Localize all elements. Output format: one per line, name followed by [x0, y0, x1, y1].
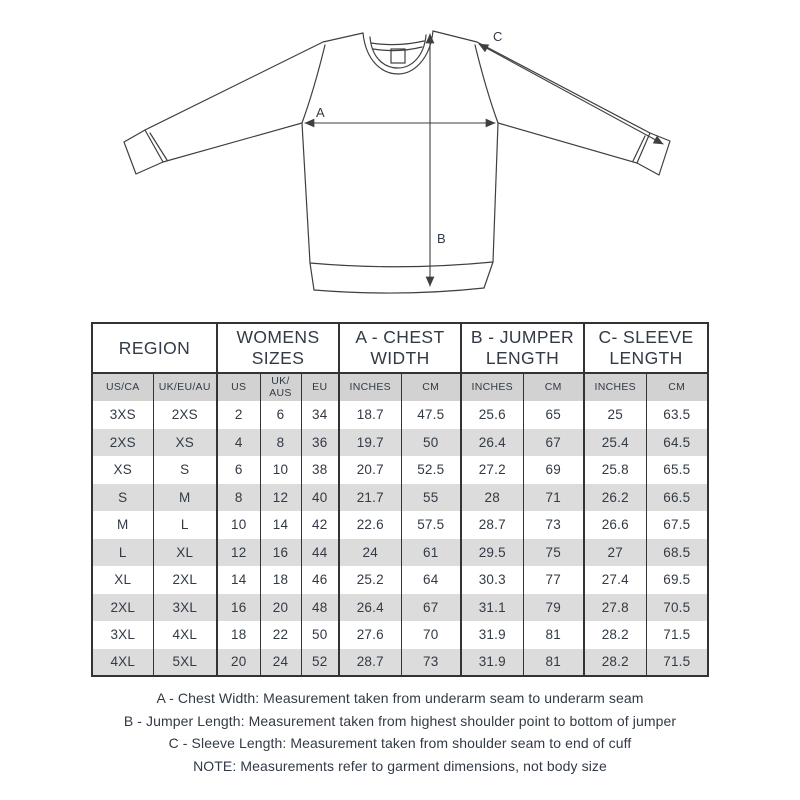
table-cell: 42	[301, 511, 339, 539]
sub-header-cell: US/CA	[92, 373, 153, 401]
sub-header-cell: US	[217, 373, 260, 401]
table-cell: XL	[153, 539, 217, 567]
right-cuff	[633, 133, 670, 175]
sub-header-cell: INCHES	[584, 373, 646, 401]
table-cell: 73	[401, 649, 461, 677]
column-group-header: B - JUMPER LENGTH	[461, 323, 584, 373]
table-cell: 4XL	[110, 654, 136, 670]
table-cell: 44	[301, 539, 339, 567]
table-cell: 26.6	[584, 511, 646, 539]
table-cell: 10	[217, 511, 260, 539]
table-cell: 73	[523, 511, 584, 539]
table-cell: 38	[301, 456, 339, 484]
sleeve-length-label: C	[493, 29, 503, 44]
table-cell: 71.5	[646, 649, 708, 677]
table-cell: 64.5	[646, 429, 708, 457]
table-cell: 26.4	[461, 429, 523, 457]
table-cell: 26.2	[584, 484, 646, 512]
table-cell: 22.6	[339, 511, 401, 539]
table-cell: 20	[217, 649, 260, 677]
table-cell: 40	[301, 484, 339, 512]
table-cell: 4	[217, 429, 260, 457]
table-cell: 71.5	[646, 621, 708, 649]
table-cell: 64	[401, 566, 461, 594]
chest-width-label: A	[316, 105, 325, 120]
table-cell: 25	[584, 401, 646, 429]
table-cell: 28	[461, 484, 523, 512]
table-cell: 25.6	[461, 401, 523, 429]
table-cell: 67	[401, 594, 461, 622]
table-cell: 2	[217, 401, 260, 429]
table-cell: 25.8	[584, 456, 646, 484]
sub-header-cell: CM	[523, 373, 584, 401]
sleeve-length-arrow	[479, 44, 663, 144]
table-cell: 14	[260, 511, 301, 539]
table-cell: 27.6	[339, 621, 401, 649]
table-cell: M	[117, 517, 129, 533]
table-cell: 2XS	[153, 401, 217, 429]
table-cell: 46	[301, 566, 339, 594]
table-row	[92, 621, 708, 649]
table-cell: M	[153, 484, 217, 512]
right-armhole-seam	[475, 45, 498, 123]
table-cell: 2XL	[153, 566, 217, 594]
table-cell: 61	[401, 539, 461, 567]
column-group-header: REGION	[92, 323, 217, 373]
column-group-header: WOMENS SIZES	[217, 323, 339, 373]
table-cell: 28.2	[584, 621, 646, 649]
table-cell: L	[118, 544, 127, 560]
note-garment-dimensions: NOTE: Measurements refer to garment dimensions, not body size	[193, 757, 607, 774]
sub-header-cell: CM	[646, 373, 708, 401]
table-cell: 52	[301, 649, 339, 677]
table-cell: 31.9	[461, 649, 523, 677]
table-row	[92, 539, 708, 567]
table-cell: 50	[301, 621, 339, 649]
table-cell: 2XL	[110, 599, 136, 615]
note-jumper-length: B - Jumper Length: Measurement taken from highest shoulder point to bottom of jumper	[123, 712, 677, 729]
table-cell: 20.7	[339, 456, 401, 484]
jumper-diagram	[0, 0, 800, 315]
sub-header-cell: UK/EU/AU	[153, 373, 217, 401]
table-row	[92, 429, 708, 457]
table-cell: 30.3	[461, 566, 523, 594]
table-cell: 29.5	[461, 539, 523, 567]
jumper-outline	[124, 31, 670, 293]
table-cell: L	[153, 511, 217, 539]
table-cell: 24	[339, 539, 401, 567]
table-cell: 75	[523, 539, 584, 567]
table-cell: 3XL	[110, 627, 136, 643]
table-cell: 55	[401, 484, 461, 512]
sub-header-cell: UK/ AUS	[260, 373, 301, 401]
table-cell: 67	[523, 429, 584, 457]
table-cell: 27	[584, 539, 646, 567]
sub-header-cell: CM	[401, 373, 461, 401]
table-cell: 69.5	[646, 566, 708, 594]
table-cell: 19.7	[339, 429, 401, 457]
table-cell: 22	[260, 621, 301, 649]
table-cell: 25.2	[339, 566, 401, 594]
table-cell: 25.4	[584, 429, 646, 457]
table-cell: 6	[260, 401, 301, 429]
column-group-header: C- SLEEVE LENGTH	[584, 323, 708, 373]
table-cell: 10	[260, 456, 301, 484]
table-cell: 8	[260, 429, 301, 457]
table-row	[92, 649, 708, 677]
table-cell: 27.2	[461, 456, 523, 484]
table-cell: 69	[523, 456, 584, 484]
table-cell: 34	[301, 401, 339, 429]
table-cell: 6	[217, 456, 260, 484]
sub-header-cell: INCHES	[339, 373, 401, 401]
table-cell: 50	[401, 429, 461, 457]
group-header-row	[92, 323, 708, 373]
table-cell: 70	[401, 621, 461, 649]
table-row	[92, 456, 708, 484]
table-cell: 18	[217, 621, 260, 649]
table-cell: 81	[523, 649, 584, 677]
table-cell: 77	[523, 566, 584, 594]
hem-seam	[310, 262, 493, 267]
table-cell: XL	[114, 572, 132, 588]
note-chest-width: A - Chest Width: Measurement taken from underarm seam to underarm seam	[156, 690, 644, 706]
table-cell: 31.1	[461, 594, 523, 622]
table-cell: 18.7	[339, 401, 401, 429]
table-cell: 63.5	[646, 401, 708, 429]
table-cell: 26.4	[339, 594, 401, 622]
table-cell: 71	[523, 484, 584, 512]
table-row	[92, 594, 708, 622]
size-chart-table	[91, 322, 709, 677]
table-cell: 27.8	[584, 594, 646, 622]
table-cell: 28.7	[339, 649, 401, 677]
table-cell: 66.5	[646, 484, 708, 512]
table-cell: 68.5	[646, 539, 708, 567]
table-cell: 2XS	[109, 434, 136, 450]
table-cell: 5XL	[153, 649, 217, 677]
table-cell: 21.7	[339, 484, 401, 512]
sub-header-cell: EU	[301, 373, 339, 401]
table-cell: 4XL	[153, 621, 217, 649]
table-cell: 57.5	[401, 511, 461, 539]
measurement-notes	[0, 687, 800, 777]
table-cell: 8	[217, 484, 260, 512]
note-sleeve-length: C - Sleeve Length: Measurement taken from shoulder seam to end of cuff	[168, 735, 632, 751]
table-cell: 28.7	[461, 511, 523, 539]
table-cell: 24	[260, 649, 301, 677]
table-cell: 3XS	[109, 407, 136, 423]
collar	[363, 31, 433, 74]
table-row	[92, 401, 708, 429]
table-cell: 79	[523, 594, 584, 622]
table-cell: 65.5	[646, 456, 708, 484]
sub-header-row	[92, 373, 708, 401]
table-cell: 12	[217, 539, 260, 567]
table-cell: 14	[217, 566, 260, 594]
table-cell: XS	[153, 429, 217, 457]
table-cell: S	[153, 456, 217, 484]
column-group-header: A - CHEST WIDTH	[339, 323, 461, 373]
table-cell: 31.9	[461, 621, 523, 649]
table-cell: 52.5	[401, 456, 461, 484]
table-cell: 81	[523, 621, 584, 649]
table-cell: 3XL	[153, 594, 217, 622]
table-cell: 18	[260, 566, 301, 594]
left-cuff	[124, 130, 167, 174]
table-cell: 28.2	[584, 649, 646, 677]
jumper-length-label: B	[437, 231, 446, 246]
table-row	[92, 566, 708, 594]
table-cell: 47.5	[401, 401, 461, 429]
table-cell: S	[118, 489, 128, 505]
table-cell: 70.5	[646, 594, 708, 622]
table-cell: 67.5	[646, 511, 708, 539]
table-row	[92, 484, 708, 512]
table-cell: 27.4	[584, 566, 646, 594]
table-cell: 65	[523, 401, 584, 429]
measurement-arrows	[305, 29, 663, 286]
table-cell: 48	[301, 594, 339, 622]
table-row	[92, 511, 708, 539]
table-cell: 16	[217, 594, 260, 622]
table-cell: 12	[260, 484, 301, 512]
table-cell: XS	[113, 462, 132, 478]
table-cell: 36	[301, 429, 339, 457]
table-cell: 20	[260, 594, 301, 622]
table-cell: 16	[260, 539, 301, 567]
sub-header-cell: INCHES	[461, 373, 523, 401]
